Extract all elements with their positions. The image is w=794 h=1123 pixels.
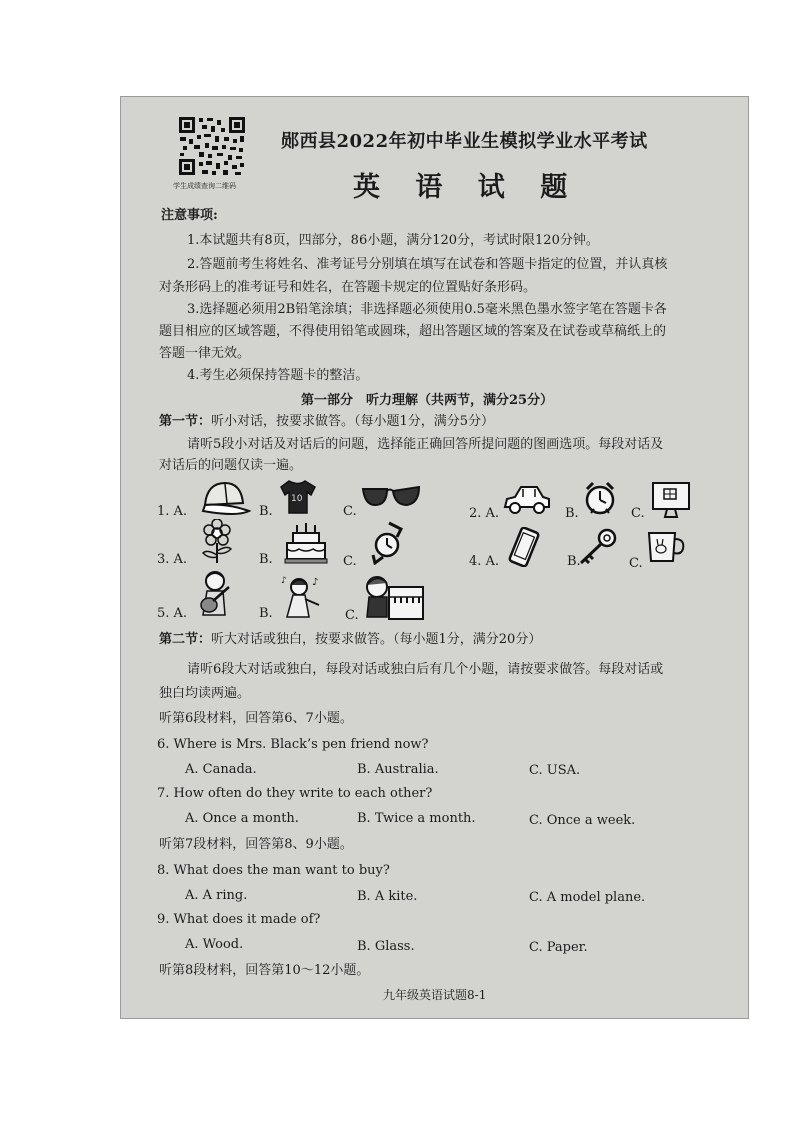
q2-c-label: C. [631,506,645,521]
q5-label: 5. A. [157,606,188,621]
section2-heading: 第二节： [159,632,212,647]
q3-c-label: C. [343,554,357,569]
exam-paper [120,96,749,1019]
note-line: 4.考生必须保持答题卡的整洁。 [187,368,369,383]
note-line: 1.本试题共有8页，四部分，86小题，满分120分，考试时限120分钟。 [187,233,599,248]
option-c: C. Paper. [529,940,588,955]
cap-icon [197,477,253,519]
section1-instruction: 听小对话，按要求做答。（每小题1分，满分5分） [211,414,495,429]
alarm-clock-icon [581,479,619,517]
option-c: C. A model plane. [529,890,646,905]
q3-label: 3. A. [157,552,188,567]
option-c: C. USA. [529,763,581,778]
exam-title: 郧西县2022年初中毕业生模拟学业水平考试 [281,131,648,152]
qr-caption: 学生成绩查询二维码 [173,182,236,190]
part1-title: 第一部分 听力理解（共两节，满分25分） [301,393,554,408]
q5-b-label: B. [259,606,273,621]
q1-b-label: B. [259,504,273,519]
mobile-phone-icon [503,527,545,567]
boy-piano-icon [359,573,425,623]
question-text: 6. Where is Mrs. Black’s pen friend now? [157,737,429,752]
q1-c-label: C. [343,504,357,519]
q4-c-label: C. [629,556,643,571]
car-icon [501,483,553,517]
section2-instruction: 听大对话或独白，按要求做答。（每小题1分，满分20分） [211,632,542,647]
svg-text:♪: ♪ [281,576,287,586]
question-text: 7. How often do they write to each other? [157,786,433,801]
option-a: A. Wood. [185,937,244,952]
section1-desc: 请听5段小对话及对话后的问题，选择能正确回答所提问题的图画选项。每段对话及 [187,437,664,452]
note-line: 2.答题前考生将姓名、准考证号分别填在填写在试卷和答题卡指定的位置，并认真核 [187,257,668,272]
q2-b-label: B. [565,506,579,521]
tshirt-icon [277,479,317,515]
option-b: B. Glass. [357,939,415,954]
material-heading: 听第7段材料，回答第8、9小题。 [159,837,353,852]
note-line: 对条形码上的准考证号和姓名，在答题卡规定的位置贴好条形码。 [159,280,537,295]
qr-code-icon [177,115,247,177]
q4-b-label: B. [567,554,581,569]
key-icon [575,527,619,567]
section1-line [159,415,494,428]
note-line: 题目相应的区域答题，不得使用铅笔或圆珠，超出答题区域的答案及在试卷或草稿纸上的 [159,324,667,339]
material-heading: 听第8段材料，回答第10～12小题。 [159,963,370,978]
sunglasses-icon [361,483,421,513]
section2-desc: 独白均读两遍。 [159,686,251,701]
computer-icon [649,481,693,521]
q4-label: 4. A. [469,554,500,569]
section1-heading: 第一节： [159,414,212,429]
svg-text:10: 10 [291,494,303,504]
question-text: 9. What does it made of? [157,912,321,927]
note-line: 答题一律无效。 [159,346,251,361]
option-b: B. Twice a month. [357,811,476,826]
q1-label: 1. A. [157,504,188,519]
section2-desc: 请听6段大对话或独白，每段对话或独白后有几个小题，请按要求做答。每段对话或 [187,662,664,677]
boy-guitar-icon [193,569,233,621]
q3-b-label: B. [259,552,273,567]
svg-text:♪: ♪ [312,577,319,588]
section2-line [159,633,541,646]
option-b: B. Australia. [357,762,439,777]
girl-singing-icon [279,573,325,621]
watch-icon [369,521,407,565]
birthday-cake-icon [283,521,329,565]
option-b: B. A kite. [357,889,418,904]
question-text: 8. What does the man want to buy? [157,863,390,878]
option-a: A. Once a month. [185,811,299,826]
subject-title: 英 语 试 题 [353,172,581,203]
page-footer: 九年级英语试题8-1 [383,988,487,1002]
notes-heading: 注意事项: [161,208,218,223]
cup-icon [645,529,687,565]
material-heading: 听第6段材料，回答第6、7小题。 [159,711,353,726]
option-c: C. Once a week. [529,813,636,828]
q2-label: 2. A. [469,506,500,521]
section1-desc: 对话后的问题仅读一遍。 [159,458,303,473]
option-a: A. A ring. [185,888,248,903]
note-line: 3.选择题必须用2B铅笔涂填；非选择题必须使用0.5毫米黑色墨水签字笔在答题卡各 [187,302,667,317]
option-a: A. Canada. [185,762,257,777]
q5-c-label: C. [345,608,359,623]
flower-icon [197,519,237,565]
